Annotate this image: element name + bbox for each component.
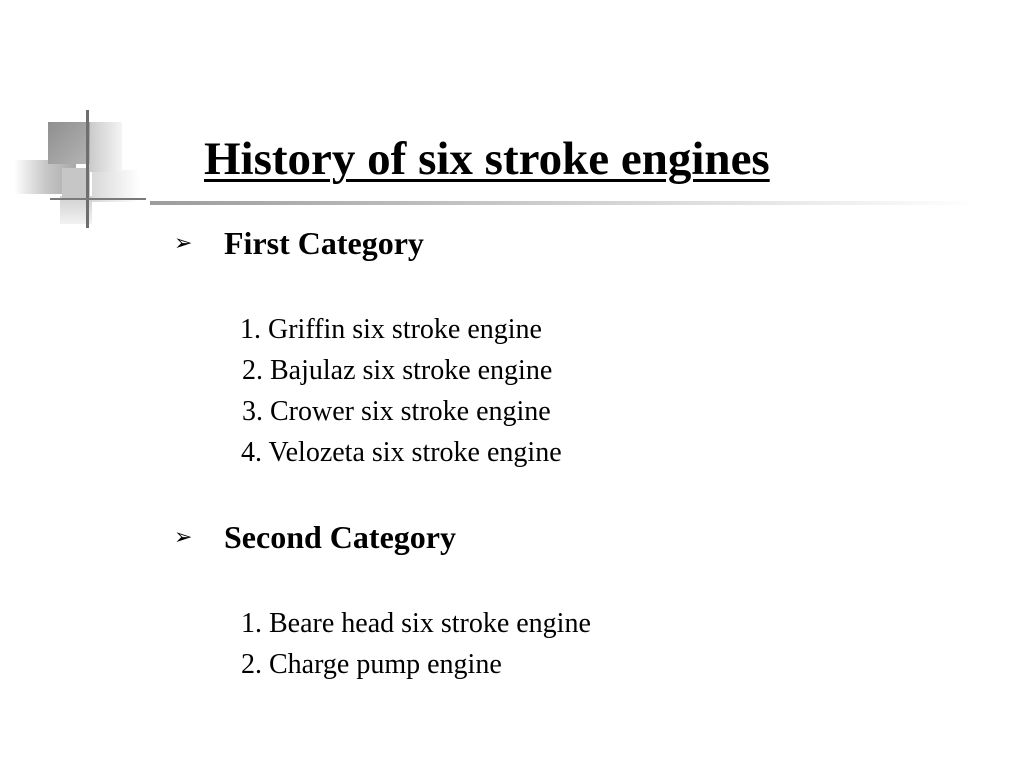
engine-list-first xyxy=(240,309,562,473)
decorative-square xyxy=(48,122,90,164)
decorative-vertical-line xyxy=(86,110,89,228)
category-heading-first xyxy=(174,224,424,262)
list-item: 1. Griffin six stroke engine xyxy=(240,314,542,345)
title-rule xyxy=(150,201,980,205)
list-item: 3. Crower six stroke engine xyxy=(242,396,551,427)
arrow-bullet-icon: ➢ xyxy=(174,524,193,550)
category-label: Second Category xyxy=(224,519,456,555)
list-item: 4. Velozeta six stroke engine xyxy=(241,437,562,468)
decorative-square xyxy=(88,122,122,172)
engine-list-second xyxy=(241,603,591,685)
arrow-bullet-icon: ➢ xyxy=(174,230,193,256)
list-item: 1. Beare head six stroke engine xyxy=(241,608,591,639)
category-label: First Category xyxy=(224,225,424,261)
slide-title: History of six stroke engines xyxy=(204,133,770,185)
category-heading-second xyxy=(174,518,456,556)
list-item: 2. Bajulaz six stroke engine xyxy=(242,355,553,386)
list-item: 2. Charge pump engine xyxy=(241,649,502,680)
decorative-horizontal-line xyxy=(50,198,146,200)
